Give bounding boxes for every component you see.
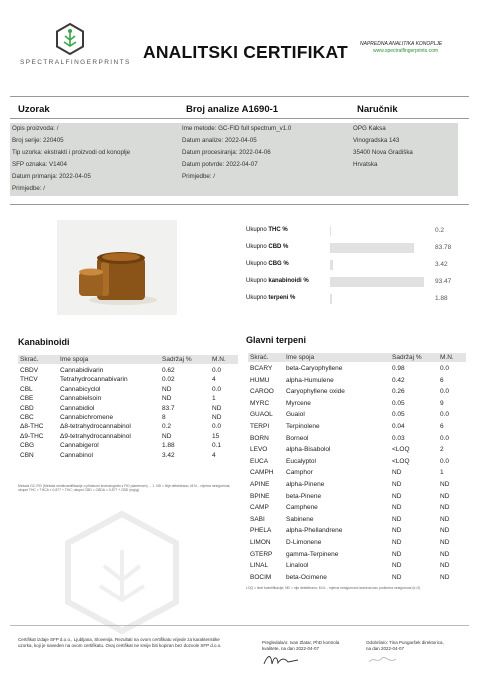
cannabinoid-cell: ND — [212, 414, 222, 421]
summary-prefix: Ukupno — [246, 278, 269, 284]
terpenes-note: LOQ = limit kvantifikacije; ND = nije detektirano; M.N. - mjerna nesigurnost izražena kao proširena nesigurnost (k=2) — [246, 586, 421, 590]
terpene-cell: alpha-Humulene — [286, 376, 334, 384]
info-divider — [10, 118, 469, 119]
terpene-cell: Myrcene — [286, 399, 311, 407]
info-background — [10, 123, 458, 196]
terpene-cell: Guaiol — [286, 411, 305, 419]
cannabinoid-cell: Cannabielsoin — [60, 395, 102, 403]
client-detail-line: Hrvatska — [353, 161, 378, 168]
terpene-cell: ND — [440, 504, 450, 512]
terpene-cell: ND — [392, 562, 402, 570]
cannabinoid-cell: CBN — [20, 451, 34, 459]
cannabinoid-cell: ND — [162, 432, 172, 440]
client-detail-line: OPG Kaksa — [353, 125, 386, 132]
analysis-detail-line: Primjedbe: / — [182, 173, 216, 180]
terpene-cell: 0.0 — [440, 457, 450, 465]
summary-label — [246, 295, 295, 301]
summary-label — [246, 278, 309, 284]
cannabinoid-cell: Cannabidiol — [60, 404, 95, 412]
terpene-cell: BPINE — [250, 492, 270, 500]
cannabinoid-cell: Cannabinol — [60, 451, 93, 459]
terpene-cell: GUAOL — [250, 411, 273, 419]
terpene-cell: alpha-Phellandrene — [286, 527, 343, 535]
analysis-detail-line: Datum analize: 2022-04-05 — [182, 137, 257, 144]
summary-value: 0.2 — [435, 227, 445, 234]
summary-name: kanabinoidi % — [268, 278, 309, 284]
terpene-cell: 2 — [440, 446, 444, 454]
terpene-cell: ND — [392, 492, 402, 500]
cannabinoid-cell: CBD — [20, 404, 34, 412]
summary-value: 1.88 — [435, 295, 448, 302]
client-detail-line: 35400 Nova Gradiška — [353, 149, 413, 156]
cannabinoid-header-cell: M.N. — [212, 356, 226, 363]
terpene-cell: 0.05 — [392, 399, 405, 407]
summary-bar — [330, 260, 333, 270]
cannabinoid-cell: CBC — [20, 414, 34, 421]
cannabinoid-cell: 0.02 — [162, 376, 175, 384]
client-detail-line: Vinogradska 143 — [353, 137, 400, 144]
analysis-detail-line: Datum potvrde: 2022-04-07 — [182, 161, 258, 168]
summary-prefix: Ukupno — [246, 227, 269, 233]
cannabinoid-cell: 1 — [212, 395, 216, 403]
cannabinoid-cell: 0.0 — [212, 385, 222, 393]
approver-signature — [366, 652, 406, 668]
cannabinoid-cell: 0.0 — [212, 423, 222, 431]
cannabinoid-cell: ND — [212, 404, 222, 412]
terpene-cell: ND — [392, 550, 402, 558]
terpene-cell: MYRC — [250, 399, 270, 407]
terpene-cell: BOCIM — [250, 573, 272, 581]
summary-name: THC % — [268, 227, 288, 233]
terpene-cell: <LOQ — [392, 457, 410, 465]
sample-detail-line: Datum primanja: 2022-04-05 — [12, 173, 91, 180]
summary-name: CBG % — [268, 261, 289, 267]
summary-name: terpeni % — [268, 295, 296, 301]
section-divider — [10, 204, 469, 205]
terpene-cell: 0.0 — [440, 434, 450, 442]
summary-prefix: Ukupno — [246, 261, 269, 267]
cannabinoid-cell: ND — [162, 385, 172, 393]
terpene-cell: 6 — [440, 376, 444, 384]
summary-row — [246, 259, 466, 271]
terpene-cell: Caryophyllene oxide — [286, 388, 345, 396]
sample-detail-line: Tip uzorka: ekstrakti i proizvodi od konoplje — [12, 149, 131, 156]
summary-prefix: Ukupno — [246, 295, 269, 301]
terpene-cell: ND — [440, 527, 450, 535]
cannabinoid-cell: 8 — [162, 414, 166, 421]
terpene-cell: BORN — [250, 434, 269, 442]
cannabinoid-cell: 4 — [212, 451, 216, 459]
terpene-cell: ND — [392, 469, 402, 477]
summary-label — [246, 261, 289, 267]
cannabinoid-cell: Cannabigerol — [60, 442, 99, 450]
cannabinoids-note: Metoda GC-FID (Metoda semikvantifikacije u plinskom kromatografu s FID plamenom) ... 1. ND = Nije detektirano; M.N. - mjerna nesigurnost; ukupni THC = THCA × 0.877 + THC; ukupni CBD = CBDA × 0.877 + CBD (mg/g) — [18, 484, 231, 493]
terpene-cell: EUCA — [250, 457, 269, 465]
summary-bar — [330, 294, 332, 304]
summary-bar — [330, 277, 424, 287]
terpene-cell: 0.0 — [440, 411, 450, 419]
terpene-cell: APINE — [250, 481, 270, 488]
terpenes-title: Glavni terpeni — [246, 335, 307, 345]
terpene-cell: ND — [440, 492, 450, 500]
approver-line2: na dan 2022-04-07 — [366, 646, 405, 651]
cannabinoid-cell: Tetrahydrocannabivarin — [60, 376, 128, 384]
summary-value: 83.78 — [435, 244, 452, 251]
cannabinoid-cell: 0.1 — [212, 442, 222, 450]
terpene-cell: LIMON — [250, 539, 271, 546]
terpene-header-cell: Ime spoja — [286, 354, 315, 361]
terpene-cell: ND — [392, 504, 402, 512]
terpene-header-cell: Skrać. — [250, 354, 269, 361]
cannabinoid-cell: Cannabichromene — [60, 414, 114, 421]
summary-row — [246, 225, 466, 237]
company-name: NAPREDNA ANALITIKA KONOPLJE — [360, 41, 443, 47]
cannabinoid-cell: 3.42 — [162, 451, 175, 459]
cannabinoid-cell: CBDV — [20, 367, 39, 374]
cannabinoid-cell: 15 — [212, 432, 220, 440]
cannabinoid-cell: CBL — [20, 385, 33, 393]
analysis-detail-line: Datum procesiranja: 2022-04-06 — [182, 149, 271, 156]
terpene-cell: BCARY — [250, 365, 273, 372]
cannabinoid-cell: Cannabicyclol — [60, 385, 101, 393]
cannabinoid-header-cell: Ime spoja — [60, 356, 89, 363]
terpene-cell: alpha-Pinene — [286, 481, 325, 488]
spectralfingerprints-logo — [20, 22, 131, 70]
summary-bar — [330, 243, 414, 253]
terpene-cell: 0.04 — [392, 423, 405, 430]
terpene-cell: LINAL — [250, 562, 269, 570]
reviewer-line1: Pregledala/o: Ivan Zlatar, PhD kontrola — [262, 640, 340, 645]
sample-detail-line: Opis proizvoda: / — [12, 125, 59, 132]
terpene-cell: PHELA — [250, 527, 272, 535]
sample-detail-line: Broj serije: 220405 — [12, 137, 64, 144]
client-heading: Naručnik — [357, 104, 398, 115]
terpene-cell: 0.26 — [392, 388, 405, 396]
terpene-cell: Terpinolene — [286, 423, 320, 430]
sample-detail-line: SFP oznaka: V1404 — [12, 161, 67, 168]
cannabinoid-cell: ND — [162, 395, 172, 403]
summary-label — [246, 227, 288, 233]
terpene-cell: 0.03 — [392, 434, 405, 442]
terpene-cell: 1 — [440, 469, 444, 477]
product-photo — [57, 220, 177, 315]
terpene-header-bar — [248, 353, 466, 362]
cannabinoid-cell: 0.62 — [162, 367, 175, 374]
terpene-header-cell: M.N. — [440, 354, 454, 361]
terpene-cell: 0.42 — [392, 376, 405, 384]
terpene-cell: TERPI — [250, 423, 270, 430]
logo-text: SPECTRALFINGERPRINTS — [20, 59, 131, 66]
reviewer-signature — [262, 652, 302, 668]
terpene-cell: ND — [392, 527, 402, 535]
certificate-title: ANALITSKI CERTIFIKAT — [143, 42, 348, 62]
summary-row — [246, 242, 466, 254]
logo-hexagon-icon — [53, 22, 87, 56]
cannabinoid-cell: 0.2 — [162, 423, 172, 431]
reviewer-line2: kvalitete, na dan 2022-04-07 — [262, 646, 320, 651]
summary-label — [246, 244, 288, 250]
terpene-cell: 6 — [440, 423, 444, 430]
terpene-cell: ND — [440, 539, 450, 546]
cannabinoid-cell: Δ8-tetrahydrocannabinol — [60, 423, 131, 431]
terpene-cell: Sabinene — [286, 515, 314, 523]
terpene-cell: SABI — [250, 515, 265, 523]
terpene-cell: D-Limonene — [286, 539, 322, 546]
terpene-cell: 0.0 — [440, 365, 450, 372]
terpene-cell: 0.98 — [392, 365, 405, 372]
terpene-cell: CAMPH — [250, 469, 274, 477]
cannabinoid-cell: 4 — [212, 376, 216, 384]
terpene-cell: ND — [440, 481, 450, 488]
terpene-cell: LEVO — [250, 446, 268, 454]
terpene-cell: Borneol — [286, 434, 309, 442]
amber-jar-image — [57, 220, 177, 315]
summary-row — [246, 276, 466, 288]
terpene-cell: Camphene — [286, 504, 318, 512]
cannabinoid-cell: CBG — [20, 442, 35, 450]
approver-line1: Odobrila/o: Tina Pungaršek direktorica, — [366, 640, 444, 645]
cannabinoid-cell: Cannabidivarin — [60, 367, 104, 374]
terpene-cell: ND — [392, 515, 402, 523]
watermark-logo-icon — [62, 510, 182, 635]
cannabinoid-header-cell: Sadržaj % — [162, 356, 192, 363]
terpene-cell: <LOQ — [392, 446, 410, 454]
summary-prefix: Ukupno — [246, 244, 269, 250]
footer-disclaimer: Certifikat izdaje SFP d.o.o., Ljubljana, Slovenija. Rezultati na ovom certifikatu vrijede za karakteristike uzorka, koji je naveden na ovom certifikatu. Ovaj certifikat ne smije biti kopiran bez dozvole SFP d.o.o. — [18, 637, 222, 648]
cannabinoid-cell: Δ9-THC — [20, 432, 44, 440]
summary-name: CBD % — [268, 244, 289, 250]
terpene-cell: beta-Caryophyllene — [286, 365, 343, 372]
terpene-cell: GTERP — [250, 550, 273, 558]
terpene-cell: ND — [440, 515, 450, 523]
terpene-cell: ND — [440, 573, 450, 581]
summary-row — [246, 293, 466, 305]
cannabinoids-title: Kanabinoidi — [18, 337, 70, 347]
cannabinoid-cell: 0.0 — [212, 367, 222, 374]
summary-value: 93.47 — [435, 278, 452, 285]
terpene-cell: Eucalyptol — [286, 457, 316, 465]
terpene-cell: ND — [440, 562, 450, 570]
terpene-cell: 9 — [440, 399, 444, 407]
header-divider — [10, 96, 469, 97]
terpene-cell: ND — [440, 550, 450, 558]
terpene-cell: Camphor — [286, 469, 313, 477]
terpene-cell: CAROO — [250, 388, 274, 396]
terpene-cell: Linalool — [286, 562, 309, 570]
terpene-cell: ND — [392, 573, 402, 581]
cannabinoid-cell: 1.88 — [162, 442, 175, 450]
cannabinoid-cell: Δ8-THC — [20, 423, 44, 431]
sample-heading: Uzorak — [18, 104, 50, 115]
terpene-cell: gamma-Terpinene — [286, 550, 339, 558]
cannabinoid-cell: 83.7 — [162, 404, 175, 412]
terpene-cell: HUMU — [250, 376, 270, 384]
analysis-detail-line: Ime metode: GC-FID full spectrum_v1.0 — [182, 125, 292, 132]
terpene-cell: beta-Pinene — [286, 492, 322, 500]
terpene-cell: 0.05 — [392, 411, 405, 419]
terpene-cell: ND — [392, 481, 402, 488]
cannabinoid-cell: Δ9-tetrahydrocannabinol — [60, 432, 131, 440]
terpene-cell: CAMP — [250, 504, 269, 512]
cannabinoid-cell: CBE — [20, 395, 34, 403]
analysis-number-heading: Broj analize A1690-1 — [186, 104, 279, 115]
terpene-cell: beta-Ocimene — [286, 573, 327, 581]
terpene-cell: alpha-Bisabolol — [286, 446, 331, 454]
sample-detail-line: Primjedbe: / — [12, 185, 46, 192]
terpene-cell: ND — [392, 539, 402, 546]
summary-value: 3.42 — [435, 261, 448, 268]
company-url[interactable]: www.spectralfingerprints.com — [373, 48, 439, 54]
cannabinoid-header-cell: Skrać. — [20, 356, 39, 363]
terpene-header-cell: Sadržaj % — [392, 354, 422, 361]
cannabinoid-header-bar — [18, 355, 238, 364]
terpene-cell: 0.0 — [440, 388, 450, 396]
footer-divider — [10, 625, 469, 626]
cannabinoid-cell: THCV — [20, 376, 38, 384]
